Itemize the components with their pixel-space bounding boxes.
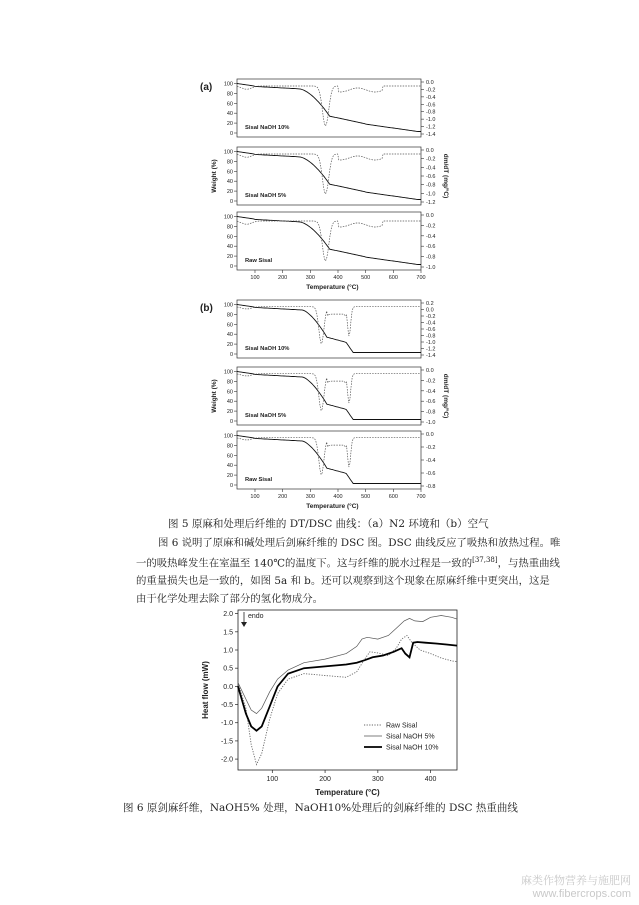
- fig5a-right-tick-label: -0.8: [426, 182, 436, 189]
- fig5b-left-tick-label: 20: [226, 473, 233, 480]
- fig5a-x-tick-label: 200: [278, 275, 288, 281]
- dsc-legend-label-2: Sisal NaOH 10%: [386, 744, 439, 752]
- fig5a-left-tick-label: 100: [223, 81, 233, 88]
- fig5a-left-tick-label: 40: [226, 111, 233, 118]
- fig5a-series-label: Sisal NaOH 10%: [245, 125, 290, 131]
- fig5b-x-tick-label: 200: [278, 494, 288, 500]
- fig5a-left-tick-label: 40: [226, 244, 233, 251]
- fig5a-right-tick-label: -0.2: [426, 156, 436, 163]
- dsc-x-tick-label: 100: [266, 776, 279, 783]
- dsc-legend-label-1: Sisal NaOH 5%: [386, 733, 435, 741]
- fig5b-left-tick-label: 80: [226, 312, 233, 319]
- fig5a-right-tick-label: -0.6: [426, 174, 436, 180]
- fig5a-right-tick-label: -0.2: [426, 87, 436, 94]
- fig5b-x-tick-label: 300: [305, 494, 315, 500]
- fig5b-left-tick-label: 100: [223, 302, 233, 309]
- fig5b-right-tick-label: -0.6: [426, 327, 436, 333]
- fig5b-left-tick-label: 0: [229, 352, 233, 358]
- fig5b-left-tick-label: 100: [223, 433, 233, 440]
- dsc-y-tick-label: -0.5: [220, 702, 233, 710]
- dsc-x-tick-label: 400: [424, 776, 437, 783]
- fig5a-left-tick-label: 100: [223, 214, 233, 221]
- fig5b-subplot-0: [224, 300, 436, 359]
- paragraph-line-4: 由于化学处理去除了部分的氢化物成分。: [136, 592, 324, 605]
- fig5b-right-tick-label: -1.2: [426, 346, 436, 353]
- fig5a-subplot-2: [224, 212, 436, 271]
- fig5a-right-tick-label: -0.6: [426, 244, 436, 251]
- fig5a-x-tick-label: 500: [361, 275, 371, 281]
- fig5a-x-tick-label: 300: [305, 275, 315, 281]
- dsc-y-tick-label: 2.0: [223, 611, 233, 619]
- fig5b-right-tick-label: -0.4: [426, 388, 436, 395]
- fig5a-left-tick-label: 20: [226, 121, 233, 128]
- fig5a-left-tick-label: 60: [226, 169, 233, 176]
- fig5a-right-tick-label: -1.0: [426, 265, 436, 271]
- body-paragraph: [136, 535, 561, 608]
- fig5a-right-tick-label: -1.2: [426, 200, 436, 206]
- fig5a-left-tick-label: 80: [226, 224, 233, 231]
- dsc-y-axis-title: Heat flow (mW): [201, 661, 210, 719]
- fig5a-right-tick-label: -0.4: [426, 165, 436, 172]
- fig5a-right-tick-label: -0.8: [426, 109, 436, 116]
- dsc-y-tick-label: 0.5: [223, 665, 233, 673]
- fig5a-left-tick-label: 60: [226, 101, 233, 108]
- dsc-x-axis-title: Temperature (°C): [315, 788, 380, 797]
- fig5a-left-tick-label: 20: [226, 189, 233, 196]
- fig5b-x-tick-label: 500: [361, 494, 371, 500]
- fig5b-left-tick-label: 40: [226, 399, 233, 406]
- dsc-x-tick-label: 300: [371, 776, 384, 783]
- watermark-title: 麻类作物营养与施肥网: [521, 875, 631, 887]
- fig5b-left-tick-label: 60: [226, 389, 233, 396]
- fig5a-left-tick-label: 40: [226, 179, 233, 186]
- fig5a-left-tick-label: 80: [226, 159, 233, 166]
- fig5b-left-tick-label: 0: [229, 483, 233, 489]
- endo-arrow-head: [241, 622, 247, 627]
- fig5a-series-label: Raw Sisal: [245, 258, 273, 264]
- fig5b-x-tick-label: 700: [416, 494, 426, 500]
- fig5b-left-tick-label: 40: [226, 332, 233, 339]
- dsc-y-tick-label: 1.5: [223, 629, 233, 637]
- fig5a-left-tick-label: 80: [226, 91, 233, 98]
- fig5a-subplot-0: [224, 79, 436, 138]
- fig5b-y-axis-title-left: Weight (%): [211, 379, 218, 413]
- fig5b-left-tick-label: 80: [226, 379, 233, 386]
- fig5a-x-tick-label: 400: [333, 275, 343, 281]
- fig5a-x-tick-label: 100: [250, 275, 260, 281]
- fig5b-right-tick-label: 0.0: [426, 307, 434, 314]
- fig5a-right-tick-label: -1.0: [426, 191, 436, 198]
- citation-ref[interactable]: [37,38]: [472, 556, 498, 565]
- fig5b-y-axis-title-right: dm/dT (mg/°C): [442, 373, 449, 419]
- fig5b-left-tick-label: 60: [226, 453, 233, 460]
- fig5b-right-tick-label: -0.2: [426, 445, 436, 451]
- fig5a-right-tick-label: -1.4: [426, 132, 436, 138]
- fig5b-left-tick-label: 20: [226, 409, 233, 416]
- fig5a-left-tick-label: 0: [229, 199, 233, 205]
- watermark-url: www.fibercrops.com: [532, 888, 631, 900]
- fig5a-panel-label: (a): [200, 82, 213, 93]
- fig5b-left-tick-label: 20: [226, 342, 233, 349]
- dsc-legend-label-0: Raw Sisal: [386, 722, 418, 730]
- fig5a-left-tick-label: 20: [226, 254, 233, 261]
- watermark: [521, 875, 631, 901]
- fig5a-y-axis-title-left: Weight (%): [211, 159, 218, 193]
- fig5b-right-tick-label: -1.4: [426, 353, 436, 359]
- fig5b-x-tick-label: 400: [333, 494, 343, 500]
- fig5b-right-tick-label: 0.0: [426, 368, 434, 374]
- fig5a-right-tick-label: -0.4: [426, 94, 436, 101]
- fig5a-right-tick-label: -1.2: [426, 124, 436, 131]
- dsc-series-2: [238, 642, 457, 731]
- fig5b-left-tick-label: 40: [226, 463, 233, 470]
- paragraph-line-1: 图 6 说明了原麻和碱处理后剑麻纤维的 DSC 图。DSC 曲线反应了吸热和放热过程。唯: [158, 537, 561, 549]
- fig5b-right-tick-label: -0.2: [426, 378, 436, 385]
- fig5b-right-tick-label: -0.8: [426, 484, 436, 490]
- dsc-y-tick-label: 1.0: [223, 647, 233, 655]
- paragraph-line-3: 的重量损失也是一致的，如图 5a 和 b。还可以观察到这个现象在原麻纤维中更突出，这是: [136, 575, 550, 588]
- fig5a-left-tick-label: 0: [229, 131, 233, 137]
- fig5b-right-tick-label: -0.4: [426, 320, 436, 327]
- fig5a-right-tick-label: 0.0: [426, 148, 434, 154]
- fig5b-right-tick-label: -0.8: [426, 409, 436, 416]
- fig5b-right-tick-label: 0.2: [426, 301, 434, 307]
- fig5b-x-axis-title: Temperature (°C): [306, 503, 359, 510]
- fig5a-series-label: Sisal NaOH 5%: [245, 193, 287, 199]
- dsc-y-tick-label: -1.5: [220, 738, 233, 746]
- fig5b-series-label: Sisal NaOH 5%: [245, 413, 287, 419]
- fig5b-right-tick-label: -1.0: [426, 340, 436, 346]
- fig5b-left-tick-label: 0: [229, 419, 233, 425]
- fig5a-x-axis-title: Temperature (°C): [306, 284, 359, 291]
- fig5b-left-tick-label: 80: [226, 443, 233, 450]
- fig5b-series-label: Raw Sisal: [245, 477, 273, 483]
- fig5a-x-tick-label: 600: [388, 275, 398, 281]
- dsc-y-tick-label: -2.0: [220, 756, 233, 764]
- fig5a-left-tick-label: 0: [229, 264, 233, 270]
- paragraph-line-2: 一的吸热峰发生在室温至 140℃的温度下。这与纤维的脱水过程是一致的[37,38]，与热重曲线: [136, 556, 560, 570]
- dsc-x-tick-label: 200: [319, 776, 331, 783]
- fig5b-subplot-2: [224, 431, 436, 490]
- fig5b-right-tick-label: -0.2: [426, 314, 436, 320]
- fig5a-dtg-curve: [237, 154, 421, 194]
- fig5a-left-tick-label: 100: [223, 149, 233, 156]
- fig5b-panel-label: (b): [200, 303, 213, 314]
- fig5b-right-tick-label: -0.6: [426, 471, 436, 477]
- fig5a-right-tick-label: -0.6: [426, 102, 436, 109]
- dsc-y-tick-label: -1.0: [220, 720, 233, 728]
- figure5-caption: 图 5 原麻和处理后纤维的 DT/DSC 曲线：（a）N2 环境和（b）空气: [168, 518, 489, 530]
- figure6-caption: 图 6 原剑麻纤维，NaOH5% 处理，NaOH10%处理后的剑麻纤维的 DSC 热重曲线: [123, 802, 518, 814]
- fig5a-y-axis-title-right: dm/dT (mg/°C): [442, 153, 449, 199]
- fig5b-left-tick-label: 100: [223, 369, 233, 376]
- fig5b-right-tick-label: -0.4: [426, 458, 436, 464]
- fig5a-subplot-1: [224, 147, 436, 206]
- fig5a-right-tick-label: -0.8: [426, 254, 436, 261]
- fig5a-dtg-curve: [237, 86, 421, 126]
- fig5b-right-tick-label: -1.0: [426, 420, 436, 426]
- fig5a-dtg-curve: [237, 221, 421, 261]
- endo-label: endo: [248, 613, 264, 620]
- fig5b-right-tick-label: 0.0: [426, 432, 434, 438]
- fig5a-right-tick-label: 0.0: [426, 80, 434, 86]
- fig5b-x-tick-label: 100: [250, 494, 260, 500]
- fig5b-right-tick-label: -0.8: [426, 333, 436, 340]
- fig5b-subplot-1: [224, 367, 436, 426]
- fig5b-x-tick-label: 600: [388, 494, 398, 500]
- dsc-y-tick-label: 0.0: [223, 683, 233, 691]
- fig5a-right-tick-label: 0.0: [426, 213, 434, 219]
- fig5a-left-tick-label: 60: [226, 234, 233, 241]
- fig5a-right-tick-label: -0.2: [426, 223, 436, 230]
- fig5a-x-tick-label: 700: [416, 275, 426, 281]
- fig5b-series-label: Sisal NaOH 10%: [245, 346, 290, 352]
- fig5a-right-tick-label: -0.4: [426, 233, 436, 240]
- fig5b-left-tick-label: 60: [226, 322, 233, 329]
- fig5b-right-tick-label: -0.6: [426, 399, 436, 406]
- fig5a-right-tick-label: -1.0: [426, 117, 436, 124]
